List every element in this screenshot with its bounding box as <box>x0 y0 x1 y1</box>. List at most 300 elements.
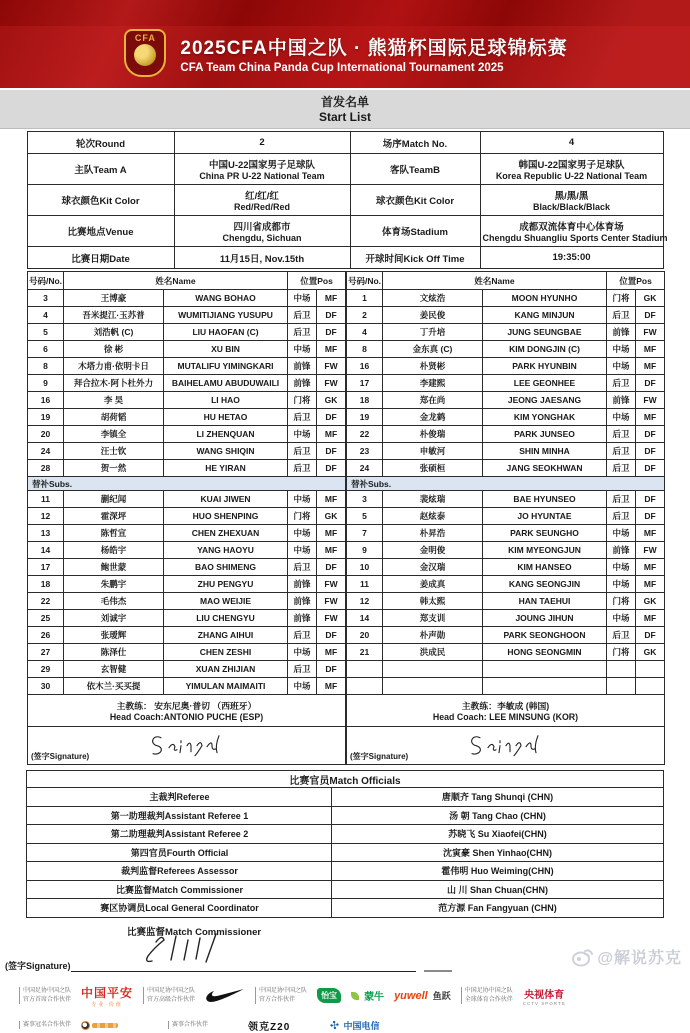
player-number: 26 <box>28 627 64 644</box>
team-a-sub-row <box>28 627 346 644</box>
official-name: 山 川 Shan Chuan(CHN) <box>332 880 663 899</box>
subs-label: 替补Subs. <box>347 477 665 491</box>
official-row <box>27 806 663 825</box>
team-b-table <box>346 271 665 765</box>
player-number: 25 <box>28 610 64 627</box>
player-pos-en: DF <box>317 443 346 460</box>
player-name-en: JUNG SEUNGBAE <box>483 324 607 341</box>
officials-title-row <box>27 771 663 788</box>
player-pos-cn: 中场 <box>607 409 636 426</box>
player-number: 20 <box>28 426 64 443</box>
player-pos-cn: 前锋 <box>288 375 317 392</box>
section-title-bar <box>0 90 690 129</box>
official-role: 赛区协调员Local General Coordinator <box>27 899 332 918</box>
team-b-starter-row <box>347 324 665 341</box>
player-pos-en: MF <box>317 341 346 358</box>
player-name-cn: 李镇全 <box>64 426 164 443</box>
col-header-name: 姓名Name <box>64 272 288 290</box>
player-number: 22 <box>28 593 64 610</box>
player-pos-cn: 后卫 <box>288 661 317 678</box>
china-telecom-logo: ✣ 中国电信 <box>329 1018 380 1033</box>
player-name-en: LI HAO <box>164 392 288 409</box>
player-number: 10 <box>347 559 383 576</box>
sponsor-label-official: 中国足协中国之队 官方合作伙伴 <box>255 987 307 1004</box>
player-name-cn: 朱鹏宇 <box>64 576 164 593</box>
team-a-sub-row <box>28 525 346 542</box>
player-name-cn <box>383 678 483 695</box>
player-pos-cn: 中场 <box>607 610 636 627</box>
player-name-cn: 鲍世蒙 <box>64 559 164 576</box>
team-b-sub-row <box>347 644 665 661</box>
player-number: 2 <box>347 307 383 324</box>
player-pos-en: FW <box>317 375 346 392</box>
sponsor-strip <box>15 984 675 1033</box>
player-pos-cn: 后卫 <box>607 627 636 644</box>
player-name-cn: 文炫浩 <box>383 290 483 307</box>
player-pos-en: DF <box>317 661 346 678</box>
player-name-cn: 赵炫泰 <box>383 508 483 525</box>
info-row <box>27 154 663 185</box>
player-name-en: CHEN ZHEXUAN <box>164 525 288 542</box>
weibo-watermark <box>571 945 682 968</box>
player-name-en: JEONG JAESANG <box>483 392 607 409</box>
player-number: 8 <box>347 341 383 358</box>
team-b-starter-row <box>347 341 665 358</box>
signature-label: (签字Signature) <box>350 752 409 761</box>
cestbon-logo: 怡宝 <box>317 988 341 1003</box>
player-name-cn: 刘诚宇 <box>64 610 164 627</box>
player-number: 14 <box>28 542 64 559</box>
player-name-en: YIMULAN MAIMAITI <box>164 678 288 695</box>
player-name-cn: 李 昊 <box>64 392 164 409</box>
player-name-en: KANG MINJUN <box>483 307 607 324</box>
player-pos-en: DF <box>636 460 665 477</box>
info-value: 4 <box>480 132 663 154</box>
official-row <box>27 862 663 881</box>
player-number: 22 <box>347 426 383 443</box>
team-b-sub-row <box>347 610 665 627</box>
player-pos-en: DF <box>636 307 665 324</box>
player-pos-en: FW <box>317 593 346 610</box>
coach-signature-cell <box>28 727 346 765</box>
player-pos-cn: 后卫 <box>288 627 317 644</box>
player-pos-en: MF <box>636 409 665 426</box>
watermark-text: @解说苏克 <box>597 950 682 967</box>
player-pos-en: GK <box>317 392 346 409</box>
cfa-logo <box>122 28 168 78</box>
player-number: 29 <box>28 661 64 678</box>
player-name-en: BAE HYUNSEO <box>483 491 607 508</box>
player-name-en: JOUNG JIHUN <box>483 610 607 627</box>
player-number: 5 <box>28 324 64 341</box>
coach-signature-scrawl <box>466 731 546 757</box>
coach-cell: 主教练： 安东尼奥·普切 （西班牙） Head Coach:ANTONIO PUCHE (ESP) <box>28 695 346 727</box>
player-pos-cn: 后卫 <box>607 426 636 443</box>
player-number: 20 <box>347 627 383 644</box>
col-header-pos: 位置Pos <box>288 272 346 290</box>
player-number: 30 <box>28 678 64 695</box>
player-name-cn: 姜民俊 <box>383 307 483 324</box>
official-role: 第一助理裁判Assistant Referee 1 <box>27 806 332 825</box>
official-name: 霍伟明 Huo Weiming(CHN) <box>332 862 663 881</box>
player-name-cn: 玄智健 <box>64 661 164 678</box>
mengniu-leaf-icon <box>351 992 359 1000</box>
player-name-en: KANG SEONGJIN <box>483 576 607 593</box>
player-pos-cn: 前锋 <box>288 576 317 593</box>
player-pos-en: MF <box>317 525 346 542</box>
player-name-cn: 金汉瑞 <box>383 559 483 576</box>
team-b-sub-row <box>347 542 665 559</box>
player-number: 9 <box>347 542 383 559</box>
player-name-en: HUO SHENPING <box>164 508 288 525</box>
player-number: 16 <box>347 358 383 375</box>
info-value: 11月15日, Nov.15th <box>174 247 350 269</box>
official-role: 比赛监督Match Commissioner <box>27 880 332 899</box>
player-pos-en: MF <box>636 610 665 627</box>
player-name-cn <box>383 661 483 678</box>
team-a-starter-row <box>28 341 346 358</box>
match-info-table <box>27 131 668 269</box>
player-pos-en: FW <box>317 358 346 375</box>
info-label: 球衣颜色Kit Color <box>350 185 480 216</box>
player-pos-en <box>636 661 665 678</box>
player-pos-cn: 后卫 <box>607 375 636 392</box>
player-name-cn: 张瑷辉 <box>64 627 164 644</box>
player-pos-cn: 中场 <box>607 576 636 593</box>
official-role: 第二助理裁判Assistant Referee 2 <box>27 825 332 844</box>
team-b-starter-row <box>347 443 665 460</box>
official-name: 唐顺齐 Tang Shunqi (CHN) <box>332 788 663 807</box>
player-number: 1 <box>347 290 383 307</box>
info-value: 红/红/红 Red/Red/Red <box>174 185 350 216</box>
player-name-en: WANG BOHAO <box>164 290 288 307</box>
info-value: 韩国U-22国家男子足球队 Korea Republic U-22 National Team <box>480 154 663 185</box>
info-value: 成都双流体育中心体育场 Chengdu Shuangliu Sports Center Stadium <box>480 216 663 247</box>
player-number: 4 <box>347 324 383 341</box>
info-label: 主队Team A <box>27 154 174 185</box>
team-b-starter-row <box>347 290 665 307</box>
info-value: 四川省成都市 Chengdu, Sichuan <box>174 216 350 247</box>
player-name-cn: 汪士钦 <box>64 443 164 460</box>
signature-label: (签字Signature) <box>31 752 90 761</box>
player-number: 7 <box>347 525 383 542</box>
team-b-sub-row <box>347 576 665 593</box>
player-pos-cn: 中场 <box>288 426 317 443</box>
player-pos-en: DF <box>636 375 665 392</box>
sponsor-row-1 <box>19 984 675 1008</box>
sponsor-label-event-partner: 赛事合作伙伴 <box>168 1021 208 1030</box>
player-name-cn: 陈哲宣 <box>64 525 164 542</box>
weibo-icon <box>571 947 593 967</box>
tournament-title-cn: 2025CFA中国之队 · 熊猫杯国际足球锦标赛 <box>180 37 568 59</box>
info-value: 黑/黑/黑 Black/Black/Black <box>480 185 663 216</box>
player-pos-en: DF <box>317 307 346 324</box>
info-row <box>27 216 663 247</box>
info-label: 场序Match No. <box>350 132 480 154</box>
player-number: 18 <box>28 576 64 593</box>
player-pos-cn: 后卫 <box>607 460 636 477</box>
player-pos-cn <box>607 678 636 695</box>
player-name-cn: 毛伟杰 <box>64 593 164 610</box>
signature-line <box>71 961 416 972</box>
team-a-starter-row <box>28 443 346 460</box>
player-number: 14 <box>347 610 383 627</box>
player-number: 16 <box>28 392 64 409</box>
player-pos-cn: 后卫 <box>288 307 317 324</box>
team-a-starter-row <box>28 409 346 426</box>
player-name-en <box>483 661 607 678</box>
yuwell-logo: yuwell 鱼跃 <box>394 989 451 1002</box>
player-number: 3 <box>28 290 64 307</box>
player-number: 12 <box>28 508 64 525</box>
official-row <box>27 899 663 918</box>
player-name-cn: 蒯纪闻 <box>64 491 164 508</box>
player-pos-en: MF <box>317 644 346 661</box>
player-name-en: ZHANG AIHUI <box>164 627 288 644</box>
info-label: 球衣颜色Kit Color <box>27 185 174 216</box>
signature-row <box>347 727 665 765</box>
player-pos-en: DF <box>317 627 346 644</box>
player-name-cn: 贺一然 <box>64 460 164 477</box>
player-name-en: KIM YONGHAK <box>483 409 607 426</box>
player-pos-cn: 门将 <box>607 593 636 610</box>
player-name-cn: 刘浩帆 (C) <box>64 324 164 341</box>
player-number: 11 <box>347 576 383 593</box>
player-number: 4 <box>28 307 64 324</box>
player-pos-en: DF <box>317 324 346 341</box>
team-a-sub-row <box>28 576 346 593</box>
player-name-en: PARK HYUNBIN <box>483 358 607 375</box>
player-name-cn: 陈泽仕 <box>64 644 164 661</box>
col-header-number: 号码/No. <box>347 272 383 290</box>
player-name-cn: 朴昇浩 <box>383 525 483 542</box>
player-pos-en: DF <box>636 443 665 460</box>
team-b-sub-row <box>347 593 665 610</box>
player-name-en: HONG SEONGMIN <box>483 644 607 661</box>
team-b-starter-row <box>347 460 665 477</box>
player-number: 5 <box>347 508 383 525</box>
player-pos-cn: 门将 <box>288 392 317 409</box>
player-name-cn: 朴俊瑞 <box>383 426 483 443</box>
player-name-cn: 朴贤彬 <box>383 358 483 375</box>
player-pos-en: MF <box>317 426 346 443</box>
team-b-starter-row <box>347 409 665 426</box>
sponsor-label-chief: 中国足协中国之队 官方首席合作伙伴 <box>19 987 71 1004</box>
player-name-cn: 王博豪 <box>64 290 164 307</box>
player-number: 13 <box>28 525 64 542</box>
player-number: 28 <box>28 460 64 477</box>
player-pos-cn: 中场 <box>288 491 317 508</box>
player-pos-en: GK <box>636 290 665 307</box>
player-name-en: SHIN MINHA <box>483 443 607 460</box>
col-header-name: 姓名Name <box>383 272 607 290</box>
signature-line-short <box>424 960 452 972</box>
nike-swoosh-icon <box>205 988 245 1004</box>
player-pos-cn: 后卫 <box>288 443 317 460</box>
player-number: 9 <box>28 375 64 392</box>
officials-title: 比赛官员Match Officials <box>27 771 663 788</box>
player-pos-cn: 中场 <box>288 644 317 661</box>
player-name-en: JO HYUNTAE <box>483 508 607 525</box>
team-a-starter-row <box>28 307 346 324</box>
team-b-sub-row <box>347 559 665 576</box>
cfa-logo-text: CFA <box>134 33 156 43</box>
team-b-starter-row <box>347 392 665 409</box>
sponsor-label-global: 中国足协中国之队 全球体育合作伙伴 <box>461 987 513 1004</box>
team-b-starter-row <box>347 426 665 443</box>
info-label: 体育场Stadium <box>350 216 480 247</box>
sponsor-label-event-title: 赛事冠名合作伙伴 <box>19 1021 71 1030</box>
team-a-starter-row <box>28 426 346 443</box>
player-pos-en: MF <box>636 525 665 542</box>
player-pos-en: MF <box>317 678 346 695</box>
player-pos-en: DF <box>317 409 346 426</box>
coach-cell: 主教练：李敏成 (韩国) Head Coach: LEE MINSUNG (KOR) <box>347 695 665 727</box>
player-pos-cn: 后卫 <box>288 324 317 341</box>
tournament-banner <box>0 0 690 88</box>
info-label: 比赛地点Venue <box>27 216 174 247</box>
player-name-en: MAO WEIJIE <box>164 593 288 610</box>
team-b-starter-row <box>347 307 665 324</box>
player-name-en: BAO SHIMENG <box>164 559 288 576</box>
player-pos-cn: 前锋 <box>288 358 317 375</box>
player-name-cn: 裴炫瑞 <box>383 491 483 508</box>
player-pos-en: DF <box>636 508 665 525</box>
team-b-starter-row <box>347 358 665 375</box>
info-value: 中国U-22国家男子足球队 China PR U-22 National Team <box>174 154 350 185</box>
player-name-en: KUAI JIWEN <box>164 491 288 508</box>
player-number: 24 <box>347 460 383 477</box>
player-name-cn: 徐 彬 <box>64 341 164 358</box>
player-pos-cn: 前锋 <box>288 593 317 610</box>
player-pos-cn: 后卫 <box>607 508 636 525</box>
player-pos-en: MF <box>636 358 665 375</box>
team-a-starter-row <box>28 358 346 375</box>
info-row <box>27 185 663 216</box>
team-a-sub-row <box>28 559 346 576</box>
team-a-starter-row <box>28 392 346 409</box>
player-name-cn: 拜合拉木·阿卜杜外力 <box>64 375 164 392</box>
player-number: 27 <box>28 644 64 661</box>
player-number: 18 <box>347 392 383 409</box>
info-label: 客队TeamB <box>350 154 480 185</box>
official-name: 苏晓飞 Su Xiaofei(CHN) <box>332 825 663 844</box>
team-a-sub-row <box>28 644 346 661</box>
team-b-sub-row <box>347 525 665 542</box>
player-pos-en: DF <box>317 460 346 477</box>
player-pos-en: GK <box>636 644 665 661</box>
player-pos-en: MF <box>636 341 665 358</box>
mengniu-logo: 蒙牛 <box>351 988 384 1003</box>
player-name-en: LEE GEONHEE <box>483 375 607 392</box>
coach-row <box>28 695 346 727</box>
player-number <box>347 678 383 695</box>
player-name-en: KIM HANSEO <box>483 559 607 576</box>
player-pos-cn: 前锋 <box>607 542 636 559</box>
player-pos-cn: 前锋 <box>607 392 636 409</box>
player-name-cn: 韩太熙 <box>383 593 483 610</box>
sponsor-row-2 <box>19 1018 675 1033</box>
player-pos-cn: 中场 <box>288 678 317 695</box>
player-name-en: CHEN ZESHI <box>164 644 288 661</box>
team-a-starter-row <box>28 324 346 341</box>
player-pos-cn: 前锋 <box>288 610 317 627</box>
player-name-en: LIU HAOFAN (C) <box>164 324 288 341</box>
signature-row <box>28 727 346 765</box>
team-a-starter-row <box>28 290 346 307</box>
player-name-en: LI ZHENQUAN <box>164 426 288 443</box>
col-header-number: 号码/No. <box>28 272 64 290</box>
team-a-sub-row <box>28 593 346 610</box>
pingan-logo: 中国平安 专业·价值 <box>81 985 134 1008</box>
player-name-en <box>483 678 607 695</box>
team-a-sub-row <box>28 542 346 559</box>
player-pos-en: GK <box>636 593 665 610</box>
match-officials-table <box>26 770 663 918</box>
player-name-cn: 霍深坪 <box>64 508 164 525</box>
player-pos-cn: 后卫 <box>607 307 636 324</box>
sponsor-label-senior: 中国足协中国之队 官方高级合作伙伴 <box>143 987 195 1004</box>
player-pos-cn: 中场 <box>607 341 636 358</box>
player-name-en: JANG SEOKHWAN <box>483 460 607 477</box>
team-b-empty-row <box>347 678 665 695</box>
player-name-cn: 李建熙 <box>383 375 483 392</box>
player-number: 12 <box>347 593 383 610</box>
player-name-en: KIM MYEONGJUN <box>483 542 607 559</box>
player-pos-en: DF <box>636 426 665 443</box>
official-role: 裁判监督Referees Assessor <box>27 862 332 881</box>
player-name-cn: 姜成真 <box>383 576 483 593</box>
team-b-sub-row <box>347 627 665 644</box>
player-pos-en: FW <box>636 542 665 559</box>
player-pos-en <box>636 678 665 695</box>
section-title-cn: 首发名单 <box>320 95 369 109</box>
coach-row <box>347 695 665 727</box>
team-a-sub-row <box>28 610 346 627</box>
player-name-en: HE YIRAN <box>164 460 288 477</box>
player-pos-en: MF <box>636 559 665 576</box>
team-a-starter-row <box>28 375 346 392</box>
player-pos-cn: 后卫 <box>607 491 636 508</box>
player-name-en: HU HETAO <box>164 409 288 426</box>
player-number: 11 <box>28 491 64 508</box>
player-name-en: ZHU PENGYU <box>164 576 288 593</box>
info-value: 2 <box>174 132 350 154</box>
player-name-cn: 木塔力甫·依明卡日 <box>64 358 164 375</box>
player-name-en: PARK JUNSEO <box>483 426 607 443</box>
player-pos-en: DF <box>317 559 346 576</box>
player-name-en: PARK SEUNGHO <box>483 525 607 542</box>
official-row <box>27 825 663 844</box>
official-row <box>27 843 663 862</box>
player-name-cn: 郑支训 <box>383 610 483 627</box>
player-name-en: LIU CHENGYU <box>164 610 288 627</box>
player-pos-en: GK <box>317 508 346 525</box>
player-pos-cn: 门将 <box>607 290 636 307</box>
cfa-logo-ball <box>134 44 156 66</box>
team-b-starter-row <box>347 375 665 392</box>
team-b-empty-row <box>347 661 665 678</box>
player-pos-en: MF <box>636 576 665 593</box>
player-name-cn: 吾米提江·玉苏普 <box>64 307 164 324</box>
tournament-title-en: CFA Team China Panda Cup International Tournament 2025 <box>180 61 504 74</box>
team-a-sub-row <box>28 508 346 525</box>
official-role: 主裁判Referee <box>27 788 332 807</box>
player-name-en: BAIHELAMU ABUDUWAILI <box>164 375 288 392</box>
official-row <box>27 880 663 899</box>
player-name-en: MOON HYUNHO <box>483 290 607 307</box>
china-telecom-icon: ✣ <box>329 1018 341 1033</box>
